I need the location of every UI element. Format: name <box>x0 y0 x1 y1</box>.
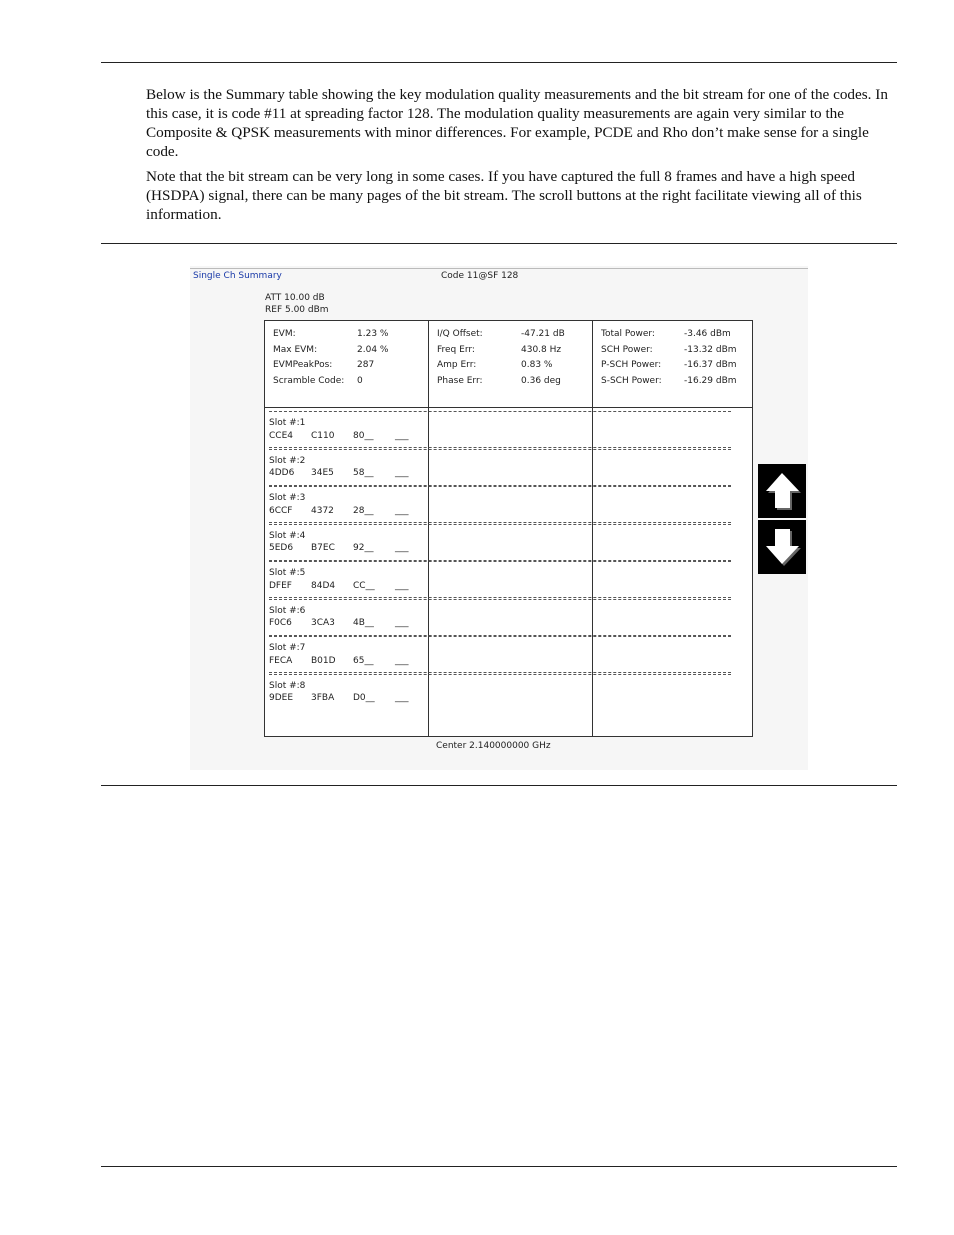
measurement-value: 0.36 deg <box>521 375 561 386</box>
slot-separator <box>269 674 731 675</box>
slot-separator <box>269 449 731 450</box>
summary-table <box>264 320 753 737</box>
measurement-label: Scramble Code: <box>273 375 345 386</box>
slot-bits: ___ <box>395 618 409 628</box>
measurement-label: I/Q Offset: <box>437 329 483 339</box>
measurement-value: -3.46 dBm <box>684 329 731 339</box>
slot-separator <box>269 411 731 412</box>
slot-bits: C110 <box>311 430 335 441</box>
scroll-down-button[interactable] <box>758 520 806 574</box>
slot-bits: FECA <box>269 655 293 666</box>
arrow-down-icon <box>758 520 806 574</box>
measurement-divider <box>265 407 752 408</box>
measurement-label: EVM: <box>273 329 296 339</box>
slot-separator <box>269 486 731 487</box>
measurement-value: -13.32 dBm <box>684 344 737 355</box>
slot-bits: ___ <box>395 580 409 591</box>
slot-bits: 4B__ <box>353 618 374 628</box>
slot-separator <box>269 636 731 637</box>
intro-paragraph-2: Note that the bit stream can be very long in some cases. If you have captured the full 8 frames and have a high speed (HSDPA) signal, there can be many pages of the bit stream. The scroll buttons at the right facilitate viewing all of this information. <box>146 168 862 223</box>
slot-bits: B01D <box>311 655 336 666</box>
slot-bits: F0C6 <box>269 618 292 628</box>
slot-bits: 3CA3 <box>311 618 335 628</box>
measurement-value: 0 <box>357 375 363 386</box>
slot-bits: D0__ <box>353 693 375 703</box>
slot-bits: ___ <box>395 430 409 441</box>
measurement-value: 0.83 % <box>521 360 553 371</box>
measurement-label: Phase Err: <box>437 375 483 386</box>
screen-top-line <box>190 268 808 269</box>
slot-row <box>269 567 409 592</box>
slot-bits: 5ED6 <box>269 543 294 553</box>
slot-separator <box>269 599 731 600</box>
slot-bits: ___ <box>395 468 409 478</box>
center-frequency: Center 2.140000000 GHz <box>436 741 551 751</box>
slot-row <box>269 492 409 517</box>
slot-row <box>269 680 409 705</box>
screen-title: Single Ch Summary <box>193 271 282 281</box>
header-rule <box>101 62 897 63</box>
measurement-value: -16.29 dBm <box>684 375 737 386</box>
slot-label: Slot #:3 <box>269 493 306 503</box>
single-ch-summary-screenshot <box>190 266 808 770</box>
measurement-label: Freq Err: <box>437 344 475 355</box>
slot-label: Slot #:2 <box>269 455 306 466</box>
att-ref-block <box>265 292 329 316</box>
slot-row <box>269 642 409 667</box>
slot-bits: B7EC <box>311 543 335 553</box>
slot-label: Slot #:5 <box>269 568 306 578</box>
measurement-label: P-SCH Power: <box>601 360 662 371</box>
footer-rule <box>101 1166 897 1167</box>
slot-bits: 80__ <box>353 430 374 441</box>
measurement-label: SCH Power: <box>601 344 653 355</box>
slot-bits: 9DEE <box>269 693 294 703</box>
slot-label: Slot #:6 <box>269 605 306 616</box>
slot-separator <box>269 524 731 525</box>
slot-row <box>269 455 409 480</box>
slot-bits: 4372 <box>311 505 334 516</box>
slot-bits: 92__ <box>353 543 374 553</box>
arrow-up-icon <box>758 464 806 518</box>
measurement-value: -16.37 dBm <box>684 360 737 371</box>
slot-bits: 34E5 <box>311 468 334 478</box>
slot-label: Slot #:1 <box>269 418 306 428</box>
figure-top-rule <box>101 243 897 244</box>
measurement-label: Total Power: <box>601 329 655 339</box>
slot-row <box>269 605 409 630</box>
slot-bits: 3FBA <box>311 693 335 703</box>
measurement-label: EVMPeakPos: <box>273 360 333 371</box>
slot-bits: CC__ <box>353 580 375 591</box>
slot-bits: CCE4 <box>269 430 293 441</box>
measurement-value: 430.8 Hz <box>521 344 562 355</box>
slot-row <box>269 530 409 555</box>
slot-separator <box>269 561 731 562</box>
slot-bits: ___ <box>395 543 409 553</box>
intro-paragraph-1: Below is the Summary table showing the key modulation quality measurements and the bit stream for one of the codes. In this case, it is code #11 at spreading factor 128. The modulation quality measurements are again very similar to the Composite & QPSK measurements with minor differences. For example, PCDE and Rho don’t make sense for a single code. <box>146 86 888 160</box>
slot-bits: 4DD6 <box>269 468 295 478</box>
slot-bits: 6CCF <box>269 505 293 516</box>
measurement-label: S-SCH Power: <box>601 375 662 386</box>
measurement-value: 2.04 % <box>357 344 389 355</box>
slot-bits: ___ <box>395 655 409 666</box>
code-label: Code 11@SF 128 <box>441 271 519 281</box>
figure-bottom-rule <box>101 785 897 786</box>
slot-bits: ___ <box>395 505 409 516</box>
ref-value: REF 5.00 dBm <box>265 305 329 315</box>
slot-label: Slot #:4 <box>269 530 306 541</box>
measurement-label: Amp Err: <box>437 360 477 371</box>
slot-label: Slot #:8 <box>269 680 306 691</box>
slot-bits: 58__ <box>353 468 374 478</box>
scroll-up-button[interactable] <box>758 464 806 518</box>
slot-bits: 84D4 <box>311 580 336 591</box>
att-value: ATT 10.00 dB <box>265 293 325 303</box>
slot-bits: ___ <box>395 693 409 703</box>
measurement-value: 287 <box>357 360 375 371</box>
slot-bits: 28__ <box>353 505 374 516</box>
slot-row <box>269 417 409 442</box>
slot-bits: 65__ <box>353 655 374 666</box>
slot-bits: DFEF <box>269 580 292 591</box>
measurement-value: -47.21 dB <box>521 329 565 339</box>
measurement-value: 1.23 % <box>357 329 389 339</box>
slot-label: Slot #:7 <box>269 643 306 653</box>
measurement-label: Max EVM: <box>273 344 318 355</box>
